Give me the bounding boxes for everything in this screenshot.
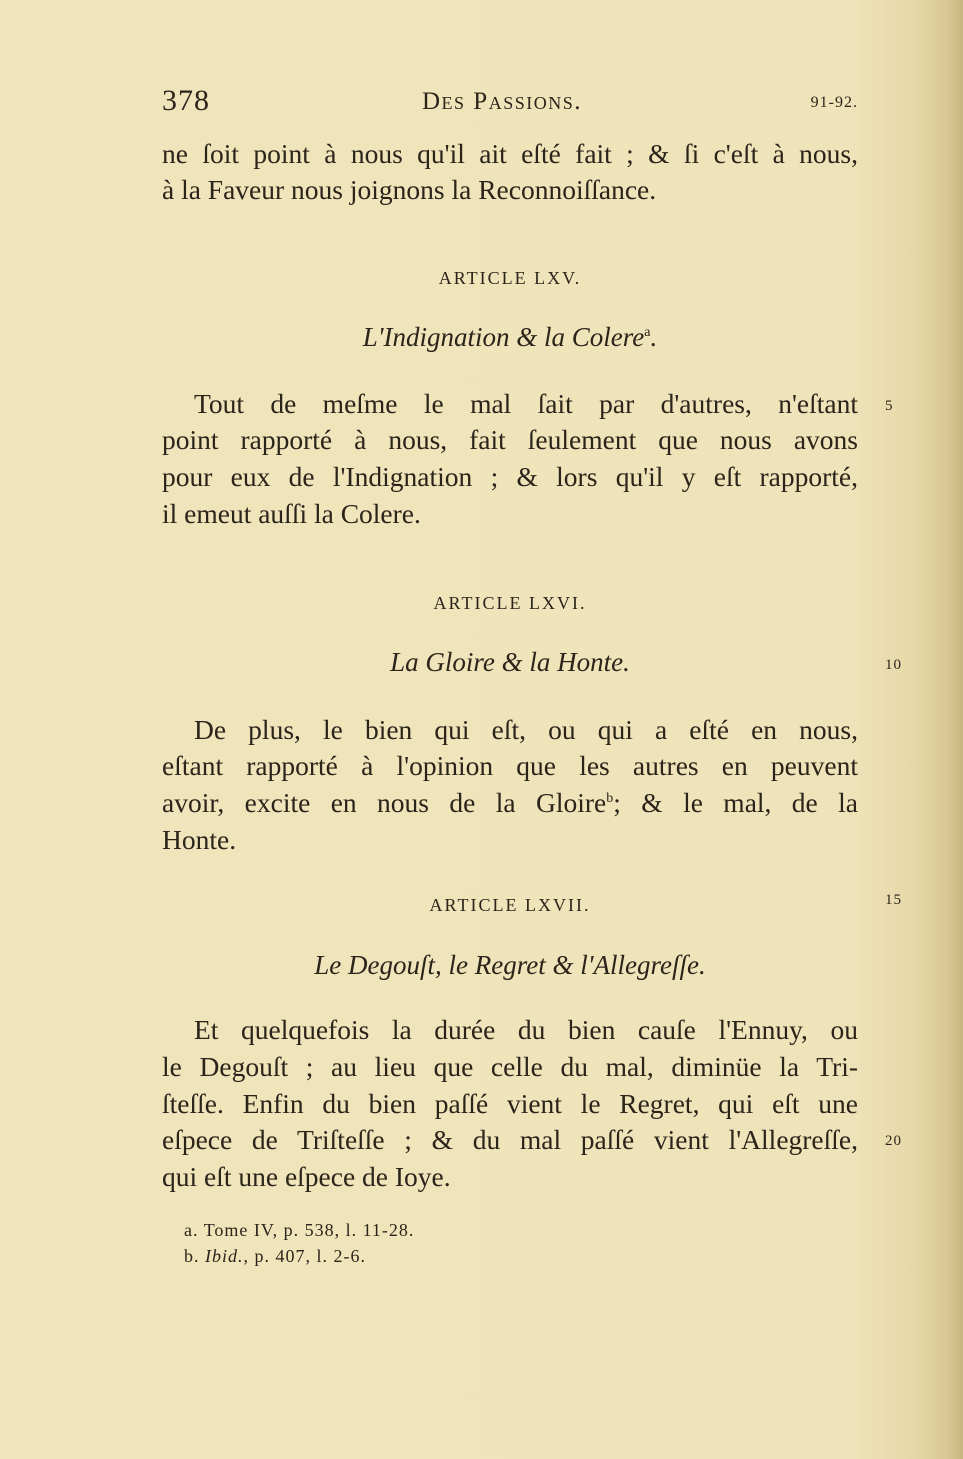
text-line: eſtant rapporté à l'opinion que les autres en peuvent xyxy=(162,750,858,781)
page-number: 378 xyxy=(162,84,210,117)
text-line: le Degouſt ; au lieu que celle du mal, diminüe la Tri- xyxy=(162,1051,858,1082)
article-title: Le Degouſt, le Regret & l'Allegreſſe. xyxy=(314,950,706,980)
article-label: ARTICLE LXVII. xyxy=(429,895,591,915)
footnote: a. Tome IV, p. 538, l. 11-28. xyxy=(184,1220,415,1240)
text-line: qui eſt une eſpece de Ioye. xyxy=(162,1161,451,1192)
running-head xyxy=(162,84,858,124)
margin-line-number: 5 xyxy=(885,398,894,414)
text-line: ſteſſe. Enfin du bien paſſé vient le Regret, qui eſt une xyxy=(162,1088,858,1119)
text-line: Et quelquefois la durée du bien cauſe l'Ennuy, ou xyxy=(194,1014,858,1045)
margin-line-number: 15 xyxy=(885,892,902,908)
text-line: ne ſoit point à nous qu'il ait eſté fait ; & ſi c'eſt à nous, xyxy=(162,138,858,169)
text-line: Honte. xyxy=(162,824,237,855)
article-title: La Gloire & la Honte. xyxy=(390,647,630,677)
text-line: Tout de meſme le mal ſait par d'autres, n'eſtant xyxy=(194,388,858,419)
text-line: point rapporté à nous, fait ſeulement que nous avons xyxy=(162,424,858,455)
text-line: avoir, excite en nous de la Gloire$^b$; & le mal, de la xyxy=(162,787,859,818)
footnote: b. Ibid., p. 407, l. 2-6. xyxy=(184,1246,366,1266)
margin-line-number: 10 xyxy=(885,657,902,673)
page-range: 91-92. xyxy=(810,94,858,111)
text-line: à la Faveur nous joignons la Reconnoiſſance. xyxy=(162,174,657,205)
text-line: eſpece de Triſteſſe ; & du mal paſſé vient l'Allegreſſe, xyxy=(162,1124,858,1155)
text-line: pour eux de l'Indignation ; & lors qu'il y eſt rapporté, xyxy=(162,461,858,492)
margin-line-number: 20 xyxy=(885,1133,902,1149)
text-line: il emeut auſſi la Colere. xyxy=(162,498,421,529)
article-label: ARTICLE LXVI. xyxy=(433,593,587,613)
running-title: Des Passions. xyxy=(422,88,582,115)
footnote-ref: a xyxy=(644,325,651,340)
article-title: L'Indignation & la Colere$^a$. xyxy=(362,322,658,352)
footnote-ref: b xyxy=(606,790,614,806)
text-line: De plus, le bien qui eſt, ou qui a eſté en nous, xyxy=(194,714,858,745)
article-label: ARTICLE LXV. xyxy=(438,268,582,288)
